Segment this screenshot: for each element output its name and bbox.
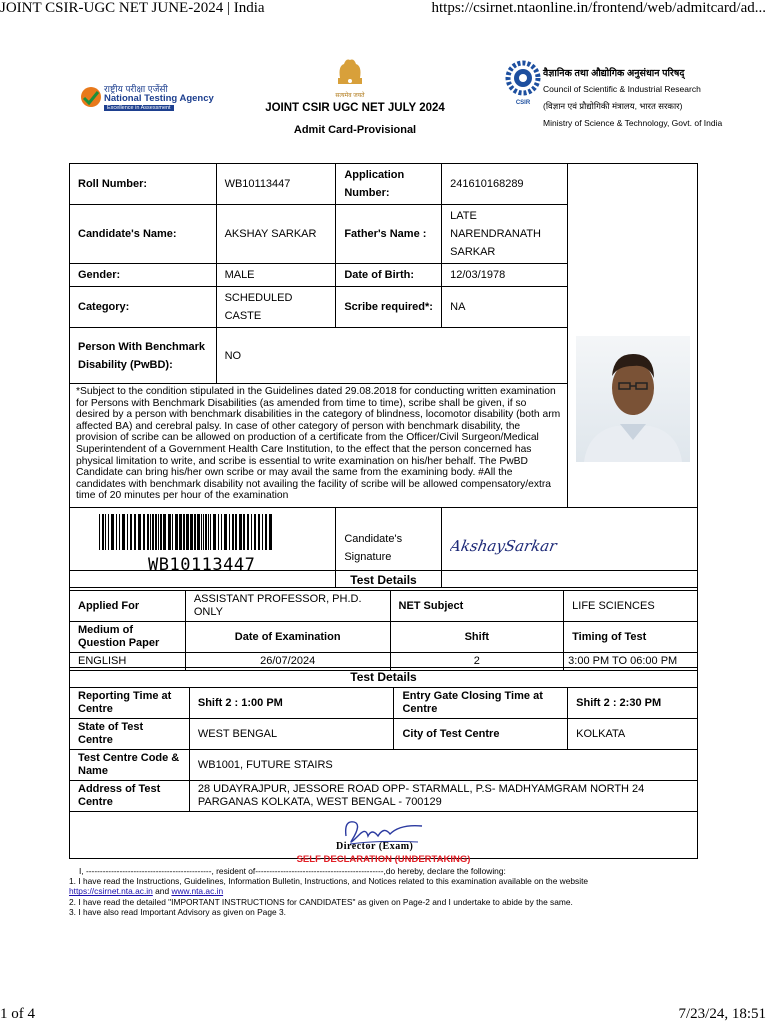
director-cell [70,812,698,859]
gender-value: MALE [216,264,336,287]
barcode-bar [243,514,245,550]
medium-value: ENGLISH [70,653,186,671]
nta-logo [80,82,214,122]
nta-hindi: राष्ट्रीय परीक्षा एजेंसी [104,84,168,94]
declaration-body [69,866,709,917]
barcode-bar [205,514,207,550]
barcode-bar [186,514,189,550]
csir-text-block [543,66,733,132]
exam-date-label: Date of Examination [185,622,390,653]
state-value: WEST BENGAL [189,719,394,750]
barcode-bar [138,514,141,550]
page-subtitle: Admit Card-Provisional [293,124,417,136]
test-details-table-2 [69,667,698,859]
candidate-photo [576,336,690,462]
person-photo-icon [576,336,690,462]
gate-closing-label: Entry Gate Closing Time at Centre [394,688,568,719]
barcode-bar [218,514,219,550]
photo-spacer [568,164,698,328]
barcode-bar [168,514,171,550]
declaration-line-2: 2. I have read the detailed "IMPORTANT INSTRUCTIONS for CANDIDATES" as given on Page-2 and I undertake to abide by the same. [69,896,573,907]
barcode-bar [239,514,242,550]
category-value: SCHEDULED CASTE [216,287,336,328]
father-value: LATE NARENDRANATH SARKAR [442,205,568,264]
barcode-bar [208,514,209,550]
barcode-bar [108,514,109,550]
reporting-time-value: Shift 2 : 1:00 PM [189,688,394,719]
csir-logo [505,60,541,132]
emblem-icon [330,56,370,92]
barcode-bar [229,514,230,550]
photo-cell [568,328,698,508]
barcode-bar [262,514,263,550]
nta-tagline: Excellence in Assessment [104,105,174,111]
shift-label: Shift [390,622,564,653]
signature-label: Candidate's Signature [336,508,442,588]
barcode-bar [163,514,166,550]
scribe-note: *Subject to the condition stipulated in the Guidelines dated 29.08.2018 for conducting written examination for Persons with Benchmark Disabilities (as amended from time to time), scribe shall be given, if so desired by a person with benchmark disabilities in the category of blindness, locomotor disability (both arm affected BA) and cerebral palsy. In case of other category of person with benchmark disability, the provision of scribe can be allowed on production of a certificate from the Officer/Civil Surgeon/Medical Superintendent of a Government Health Care Institution, to the effect that the person concerned has physical limitation to write, and scribe is essential to write examination on his/her behalf. The PwBD Candidate can bring his/her own scribe or may avail the same from the examining body. #All the candidates with benchmark disability not availing the facility of scribe will be allowed compensatory/extra time of 20 minutes per hour of the examination [70,384,568,508]
pwbd-value: NO [216,328,567,384]
timing-label: Timing of Test [564,622,698,653]
barcode-text: WB10113447 [148,555,256,575]
barcode-bar [119,514,120,550]
barcode-bar [203,514,204,550]
print-footer-datetime: 7/23/24, 18:51 [678,1006,766,1022]
applied-for-label: Applied For [70,591,186,622]
roll-value: WB10113447 [216,164,336,205]
net-subject-label: NET Subject [390,591,564,622]
director-label: Director (Exam) [336,841,414,852]
barcode-bar [160,514,162,550]
barcode-bar [105,514,106,550]
csirnet-link[interactable]: https://csirnet.nta.ac.in [69,886,153,897]
name-label: Candidate's Name: [70,205,217,264]
barcode-bar [194,514,196,550]
barcode-bar [175,514,178,550]
category-label: Category: [70,287,217,328]
barcode-bar [147,514,149,550]
declaration-heading: SELF DECLARATION (UNDERTAKING) [296,854,471,865]
barcode-bar [190,514,193,550]
barcode-bar [152,514,154,550]
address-label: Address of Test Centre [70,781,190,812]
declaration-line-1: 1. I have read the Instructions, Guidelines, Information Bulletin, Instructions, and Notices related to this examination available on the website [69,876,589,887]
barcode-bar [235,514,237,550]
gate-closing-value: Shift 2 : 2:30 PM [568,688,698,719]
barcode-bar [224,514,227,550]
barcode-bar [213,514,216,550]
barcode-bar [247,514,249,550]
barcode-bar [99,514,100,550]
svg-text:AkshaySarkar: AkshaySarkar [450,536,559,555]
shift-value: 2 [390,653,564,671]
national-emblem [330,56,370,102]
barcode-bar [183,514,185,550]
test-details-table-1 [69,570,698,671]
nta-link[interactable]: www.nta.ac.in [171,886,224,897]
print-footer-page: 1 of 4 [0,1006,35,1022]
declaration-line-0: I, ---------------------------------------------, resident of----------------------------------------------,do hereby, declare the following: [79,866,506,876]
city-value: KOLKATA [568,719,698,750]
barcode-bar [127,514,128,550]
centre-value: WB1001, FUTURE STAIRS [189,750,697,781]
city-label: City of Test Centre [394,719,568,750]
app-value: 241610168289 [442,164,568,205]
candidate-table [69,163,698,588]
csir-gear-icon [505,60,541,102]
barcode-bar [269,514,272,550]
scribe-label: Scribe required*: [336,287,442,328]
exam-date-value: 26/07/2024 [185,653,390,671]
barcode-bar [122,514,125,550]
reporting-time-label: Reporting Time at Centre [70,688,190,719]
barcode-bar [134,514,136,550]
dob-label: Date of Birth: [336,264,442,287]
timing-value: 3:00 PM TO 06:00 PM [564,653,698,671]
nta-logo-icon [80,86,102,108]
test-details-heading-2: Test Details [70,668,698,688]
declaration-and: and [152,886,172,897]
barcode-bar [158,514,159,550]
roll-label: Roll Number: [70,164,217,205]
candidate-signature [450,525,570,565]
dob-value: 12/03/1978 [442,264,568,287]
csir-english: Council of Scientific & Industrial Research [543,84,701,94]
emblem-motto: सत्यमेव जयते [335,93,365,99]
barcode-bar [179,514,182,550]
barcode-bar [102,514,104,550]
csir-logo-text: CSIR [515,100,531,106]
barcode [99,514,275,550]
csir-hindi: वैज्ञानिक तथा औद्योगिक अनुसंधान परिषद् [543,68,685,79]
page-title: JOINT CSIR UGC NET JULY 2024 [265,102,445,114]
medium-label: Medium of Question Paper [70,622,186,653]
csir-ministry-english: Ministry of Science & Technology, Govt. of India [543,118,723,128]
pwbd-label: Person With Benchmark Disability (PwBD): [70,328,217,384]
state-label: State of Test Centre [70,719,190,750]
barcode-bar [116,514,117,550]
barcode-bar [172,514,173,550]
address-value: 28 UDAYRAJPUR, JESSORE ROAD OPP- STARMALL, P.S- MADHYAMGRAM NORTH 24 PARGANAS KOLKATA, WEST BENGAL - 700129 [189,781,697,812]
test-details-heading-1: Test Details [70,571,698,591]
csir-ministry-hindi: (विज्ञान एवं प्रौद्योगिकी मंत्रालय, भारत सरकार) [543,101,683,111]
barcode-bar [232,514,234,550]
gender-label: Gender: [70,264,217,287]
barcode-bar [197,514,200,550]
barcode-bar [150,514,151,550]
print-header-url: https://csirnet.ntaonline.in/frontend/web/admitcard/ad... [431,0,766,16]
name-value: AKSHAY SARKAR [216,205,336,264]
app-label: Application Number: [336,164,442,205]
barcode-bar [251,514,252,550]
barcode-bar [254,514,256,550]
barcode-bar [201,514,202,550]
applied-for-value: ASSISTANT PROFESSOR, PH.D. ONLY [185,591,390,622]
nta-english: National Testing Agency [104,93,214,104]
centre-label: Test Centre Code & Name [70,750,190,781]
barcode-bar [265,514,267,550]
declaration-line-3: 3. I have also read Important Advisory as given on Page 3. [69,906,286,917]
declaration-links [69,886,709,896]
barcode-bar [155,514,157,550]
barcode-bar [258,514,260,550]
scribe-value: NA [442,287,568,328]
barcode-bar [143,514,145,550]
barcode-bar [111,514,114,550]
barcode-bar [221,514,222,550]
net-subject-value: LIFE SCIENCES [564,591,698,622]
barcode-bar [210,514,211,550]
father-label: Father's Name : [336,205,442,264]
barcode-bar [130,514,132,550]
print-header-title: JOINT CSIR-UGC NET JUNE-2024 | India [0,0,265,16]
